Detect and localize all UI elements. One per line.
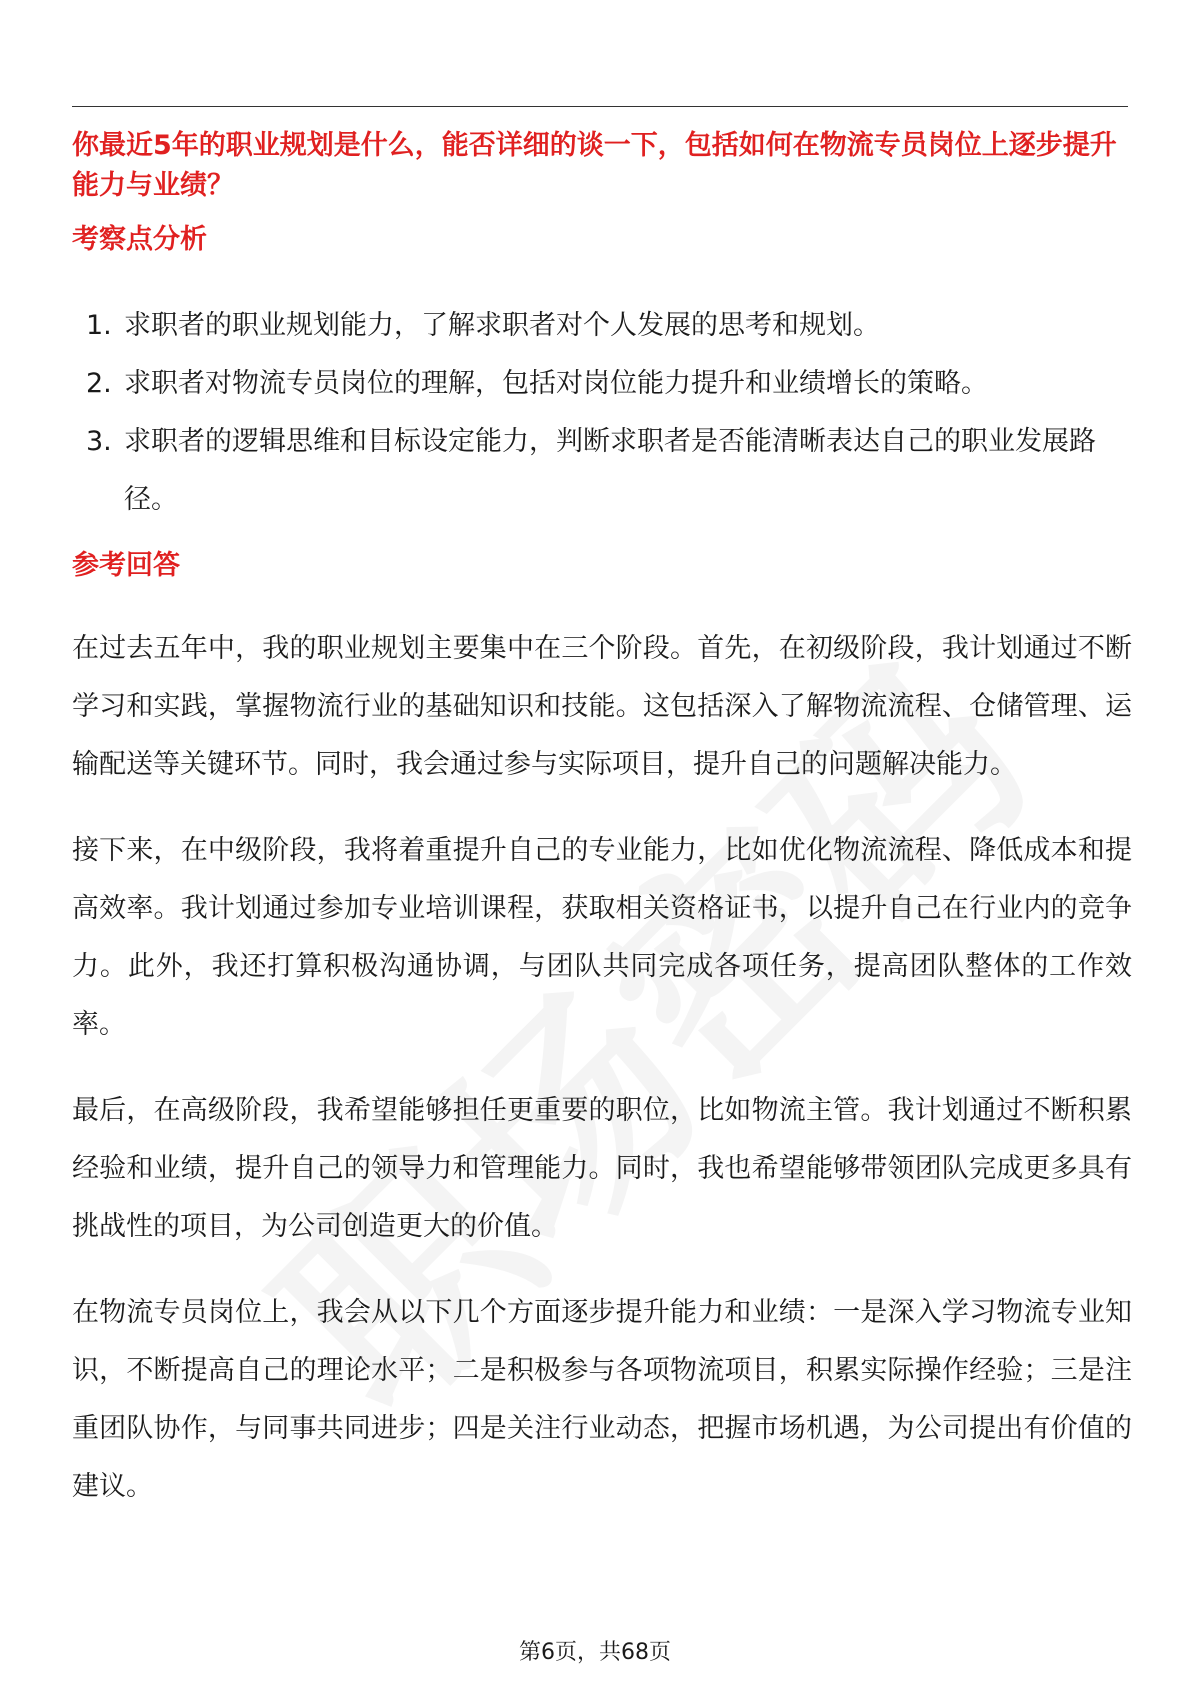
answer-paragraph: 最后，在高级阶段，我希望能够担任更重要的职位，比如物流主管。我计划通过不断积累经验和业绩，提升自己的领导力和管理能力。同时，我也希望能够带领团队完成更多具有挑战性的项目，为公司创造更大的价值。	[72, 1095, 1132, 1242]
point-text: 求职者的逻辑思维和目标设定能力，判断求职者是否能清晰表达自己的职业发展路径。	[124, 426, 1096, 515]
analysis-section-title: 考察点分析	[72, 224, 207, 255]
question-heading: 你最近5年的职业规划是什么，能否详细的谈一下，包括如何在物流专员岗位上逐步提升能力与业绩？	[72, 130, 1117, 201]
answer-section-title: 参考回答	[72, 550, 180, 581]
analysis-point	[72, 413, 1132, 529]
answer-body	[72, 620, 1132, 1544]
page-number-footer: 第6页，共68页	[519, 1640, 671, 1665]
point-text: 求职者对物流专员岗位的理解，包括对岗位能力提升和业绩增长的策略。	[124, 368, 988, 399]
point-number: 3.	[86, 426, 112, 457]
header-rule	[72, 106, 1128, 107]
analysis-point	[72, 297, 1132, 355]
analysis-points-list	[72, 297, 1132, 529]
point-number: 2.	[86, 368, 112, 399]
answer-paragraph: 接下来，在中级阶段，我将着重提升自己的专业能力，比如优化物流流程、降低成本和提高效率。我计划通过参加专业培训课程，获取相关资格证书，以提升自己在行业内的竞争力。此外，我还打算积极沟通协调，与团队共同完成各项任务，提高团队整体的工作效率。	[72, 835, 1132, 1040]
analysis-point	[72, 355, 1132, 413]
answer-paragraph: 在过去五年中，我的职业规划主要集中在三个阶段。首先，在初级阶段，我计划通过不断学习和实践，掌握物流行业的基础知识和技能。这包括深入了解物流流程、仓储管理、运输配送等关键环节。同时，我会通过参与实际项目，提升自己的问题解决能力。	[72, 633, 1132, 780]
point-text: 求职者的职业规划能力，了解求职者对个人发展的思考和规划。	[124, 310, 880, 341]
point-number: 1.	[86, 310, 112, 341]
answer-paragraph: 在物流专员岗位上，我会从以下几个方面逐步提升能力和业绩：一是深入学习物流专业知识，不断提高自己的理论水平；二是积极参与各项物流项目，积累实际操作经验；三是注重团队协作，与同事共同进步；四是关注行业动态，把握市场机遇，为公司提出有价值的建议。	[72, 1297, 1132, 1502]
